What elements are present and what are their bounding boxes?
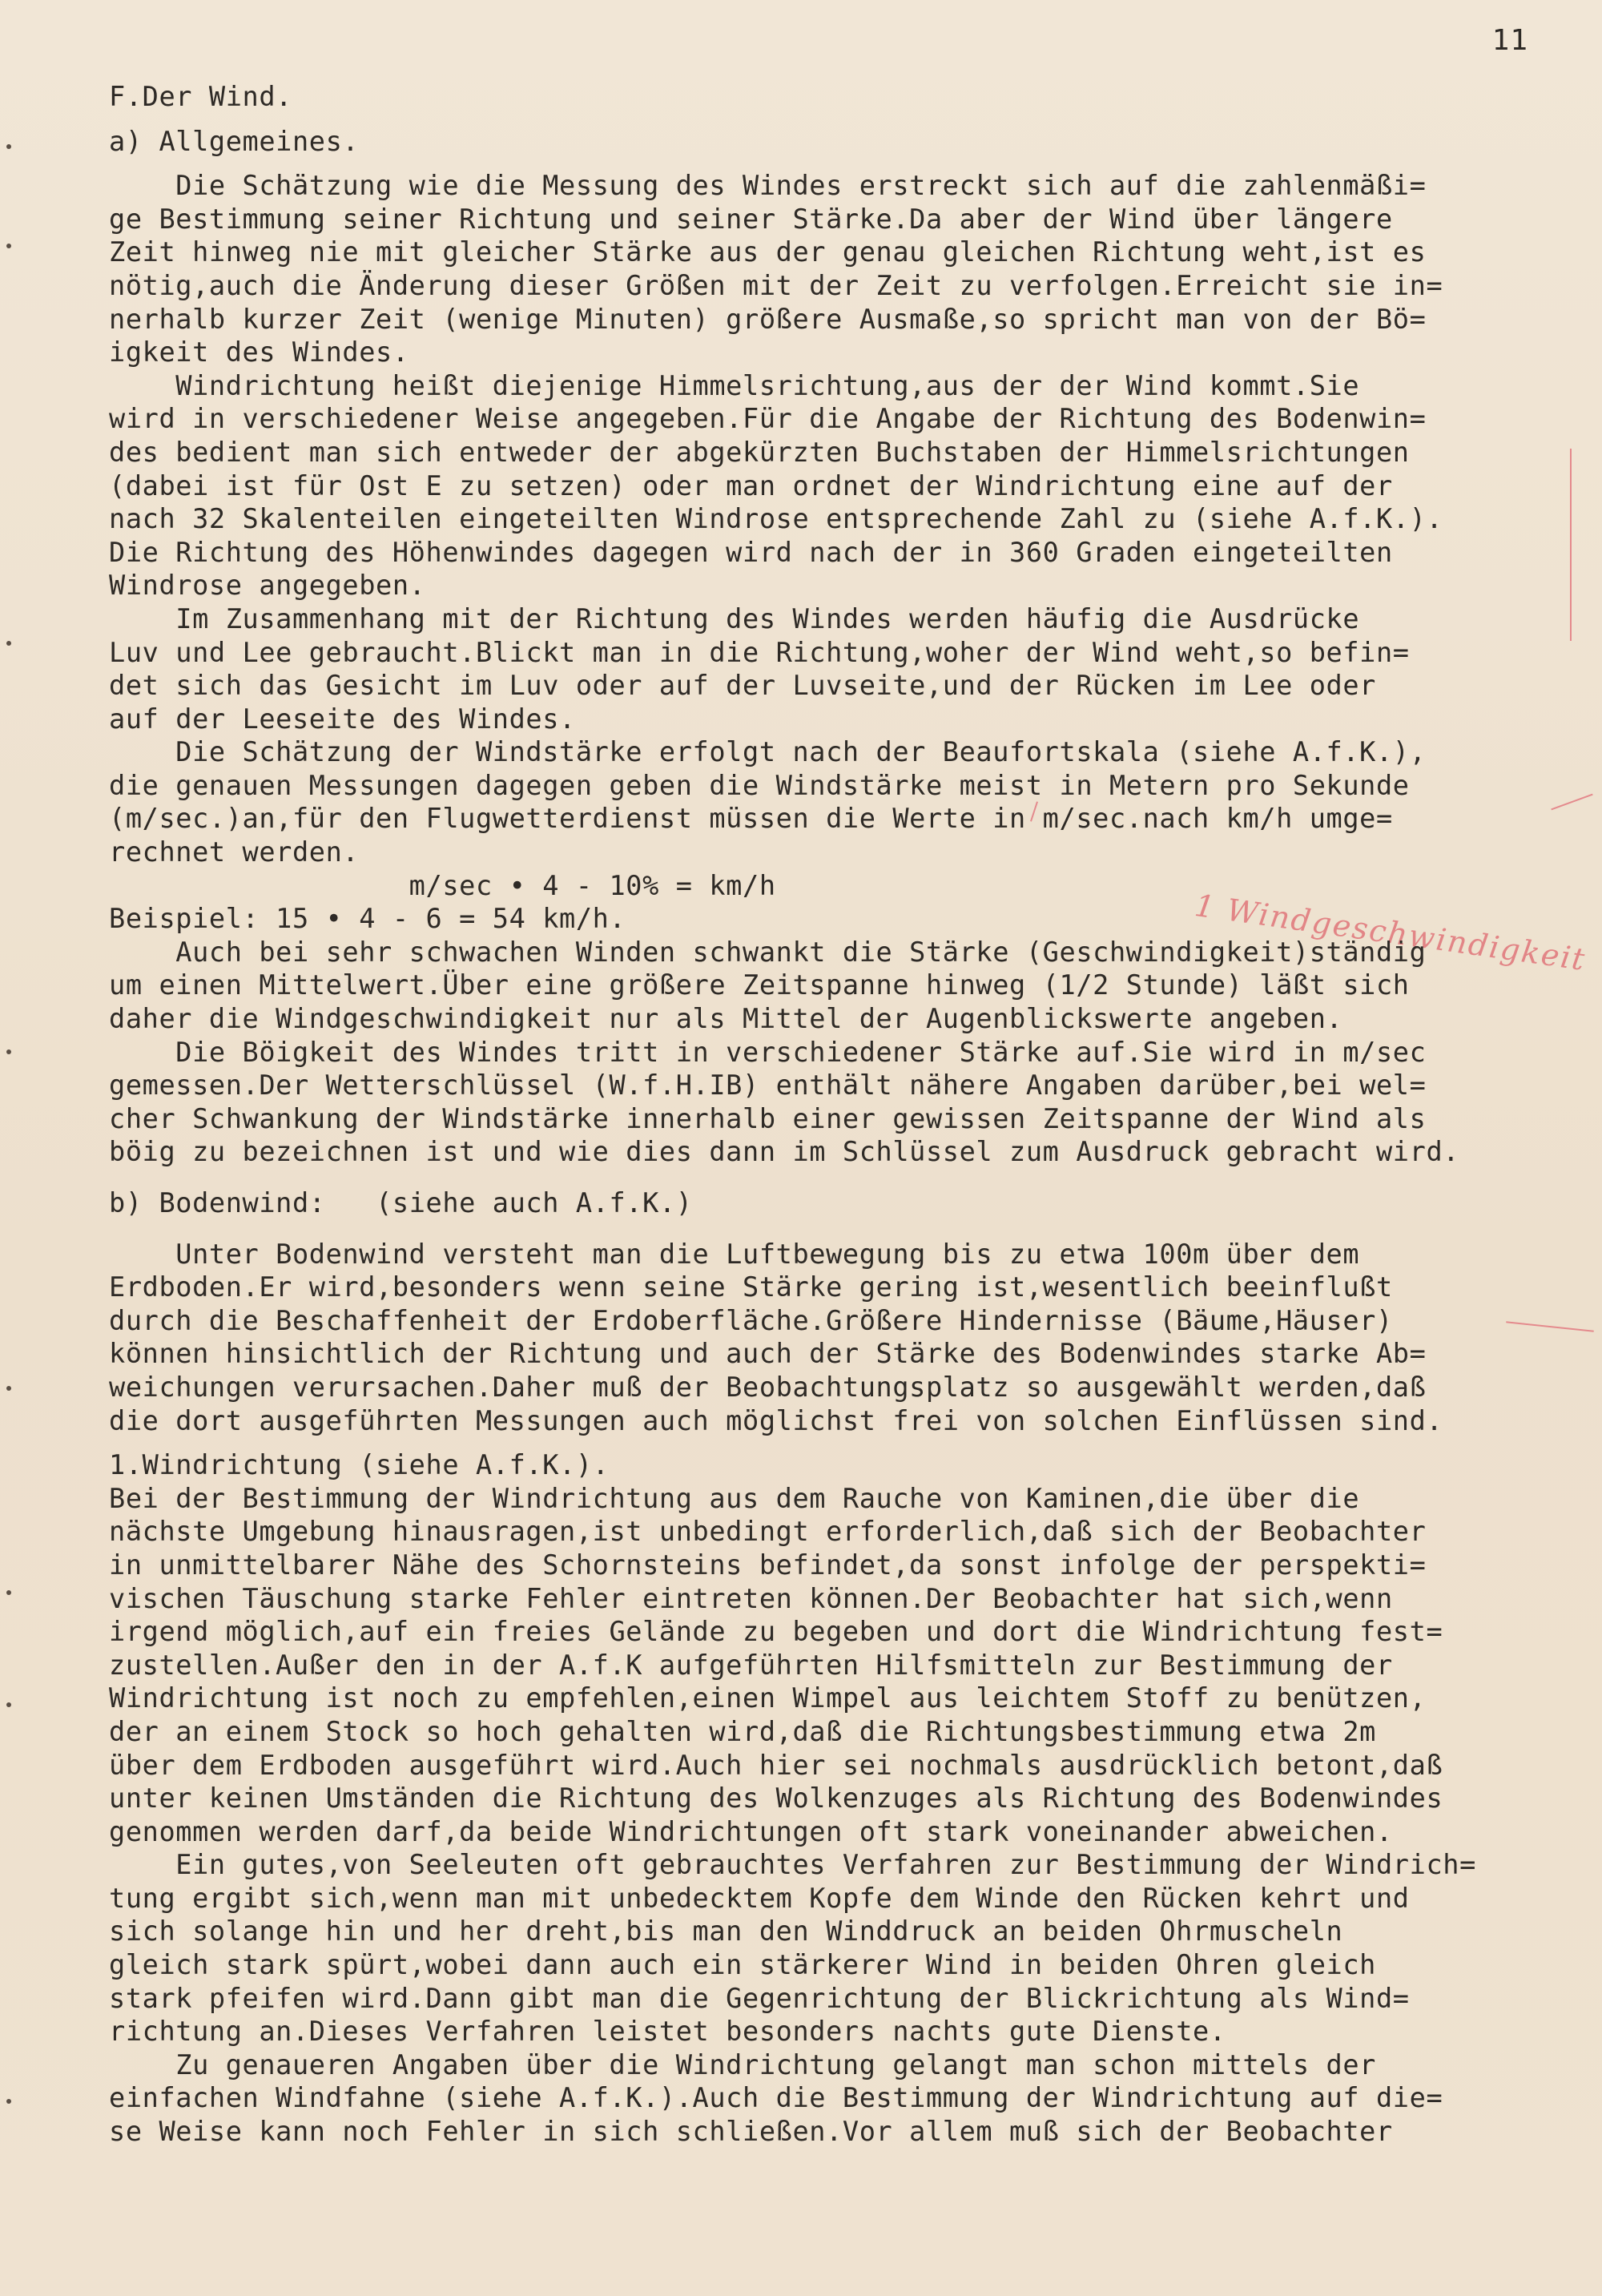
subsection-b-aside: (siehe auch A.f.K.) <box>376 1187 693 1218</box>
text-line: einfachen Windfahne (siehe A.f.K.).Auch die Bestimmung der Windrichtung auf die= <box>109 2082 1443 2114</box>
text-line: Zu genaueren Angaben über die Windrichtung gelangt man schon mittels der <box>109 2048 1376 2080</box>
text-line: Die Schätzung der Windstärke erfolgt nach der Beaufortskala (siehe A.f.K.), <box>109 736 1427 768</box>
text-line: vischen Täuschung starke Fehler eintreten können.Der Beobachter hat sich,wenn <box>109 1582 1393 1614</box>
subsection-1-title: 1.Windrichtung (siehe A.f.K.). <box>109 1449 610 1481</box>
section-a-text <box>109 169 1591 1169</box>
example-line: Beispiel: 15 • 4 - 6 = 54 km/h. <box>109 903 626 935</box>
text-line: nächste Umgebung hinausragen,ist unbedingt erforderlich,daß sich der Beobachter <box>109 1516 1427 1548</box>
section-b-text <box>109 1238 1591 1438</box>
text-line: igkeit des Windes. <box>109 336 409 369</box>
document-body <box>109 80 1591 2149</box>
text-line: genommen werden darf,da beide Windrichtungen oft stark voneinander abweichen. <box>109 1815 1393 1847</box>
section-title: F.Der Wind. <box>109 81 292 112</box>
text-line: der an einem Stock so hoch gehalten wird,daß die Richtungsbestimmung etwa 2m <box>109 1715 1376 1747</box>
text-line: Erdboden.Er wird,besonders wenn seine Stärke gering ist,wesentlich beeinflußt <box>109 1271 1393 1303</box>
text-line: zustellen.Außer den in der A.f.K aufgeführten Hilfsmitteln zur Bestimmung der <box>109 1649 1393 1681</box>
text-line: gemessen.Der Wetterschlüssel (W.f.H.IB) enthält nähere Angaben darüber,bei wel= <box>109 1069 1427 1102</box>
margin-dot <box>6 1386 11 1391</box>
text-line: Windrichtung ist noch zu empfehlen,einen Wimpel aus leichtem Stoff zu benützen, <box>109 1682 1427 1714</box>
text-line: nötig,auch die Änderung dieser Größen mit der Zeit zu verfolgen.Erreicht sie in= <box>109 269 1443 301</box>
text-line: daher die Windgeschwindigkeit nur als Mittel der Augenblickswerte angeben. <box>109 1003 1343 1035</box>
text-line: um einen Mittelwert.Über eine größere Zeitspanne hinweg (1/2 Stunde) läßt sich <box>109 969 1410 1001</box>
text-line: irgend möglich,auf ein freies Gelände zu begeben und dort die Windrichtung fest= <box>109 1616 1443 1648</box>
margin-dot <box>6 1702 11 1707</box>
text-line: können hinsichtlich der Richtung und auch der Stärke des Bodenwindes starke Ab= <box>109 1338 1427 1370</box>
text-line: Bei der Bestimmung der Windrichtung aus dem Rauche von Kaminen,die über die <box>109 1482 1360 1514</box>
formula-line: m/sec • 4 - 10% = km/h <box>109 869 776 901</box>
text-line: Die Böigkeit des Windes tritt in verschiedener Stärke auf.Sie wird in m/sec <box>109 1036 1427 1068</box>
text-line: Auch bei sehr schwachen Winden schwankt die Stärke (Geschwindigkeit)ständig <box>109 936 1427 968</box>
text-line: richtung an.Dieses Verfahren leistet besonders nachts gute Dienste. <box>109 2016 1226 2048</box>
text-line: über dem Erdboden ausgeführt wird.Auch hier sei nochmals ausdrücklich betont,daß <box>109 1749 1443 1781</box>
text-line: nach 32 Skalenteilen eingeteilten Windrose entsprechende Zahl zu (siehe A.f.K.). <box>109 503 1443 535</box>
text-line: rechnet werden. <box>109 836 360 868</box>
text-line: auf der Leeseite des Windes. <box>109 703 576 735</box>
text-line: des bedient man sich entweder der abgekürzten Buchstaben der Himmelsrichtungen <box>109 436 1410 468</box>
margin-dot <box>6 641 11 646</box>
text-line: Unter Bodenwind versteht man die Luftbewegung bis zu etwa 100m über dem <box>109 1238 1360 1270</box>
text-line: Im Zusammenhang mit der Richtung des Windes werden häufig die Ausdrücke <box>109 602 1360 634</box>
text-line: in unmittelbarer Nähe des Schornsteins befindet,da sonst infolge der perspekti= <box>109 1549 1427 1581</box>
text-line: (m/sec.)an,für den Flugwetterdienst müssen die Werte in m/sec.nach km/h umge= <box>109 803 1393 835</box>
text-line: ge Bestimmung seiner Richtung und seiner Stärke.Da aber der Wind über längere <box>109 203 1393 235</box>
subsection-a-title: a) Allgemeines. <box>109 125 360 157</box>
text-line: sich solange hin und her dreht,bis man den Winddruck an beiden Ohrmuscheln <box>109 1915 1343 1948</box>
text-line: Die Richtung des Höhenwindes dagegen wird nach der in 360 Graden eingeteilten <box>109 536 1393 568</box>
text-line: Zeit hinweg nie mit gleicher Stärke aus der genau gleichen Richtung weht,ist es <box>109 236 1427 268</box>
text-line: det sich das Gesicht im Luv oder auf der Luvseite,und der Rücken im Lee oder <box>109 670 1376 702</box>
margin-dot <box>6 144 11 149</box>
handwritten-annotation: 1 Windgeschwindigkeit <box>1192 888 1588 978</box>
text-line: Ein gutes,von Seeleuten oft gebrauchtes Verfahren zur Bestimmung der Windrich= <box>109 1849 1476 1881</box>
text-line: tung ergibt sich,wenn man mit unbedecktem Kopfe dem Winde den Rücken kehrt und <box>109 1882 1410 1914</box>
text-line: Windrose angegeben. <box>109 570 426 602</box>
text-line: stark pfeifen wird.Dann gibt man die Gegenrichtung der Blickrichtung als Wind= <box>109 1982 1410 2014</box>
page-number: 11 <box>1491 24 1528 57</box>
text-line: Windrichtung heißt diejenige Himmelsrichtung,aus der der Wind kommt.Sie <box>109 369 1360 401</box>
subsection-b-title <box>109 1186 1591 1220</box>
margin-dot <box>6 244 11 248</box>
margin-dot <box>6 1049 11 1054</box>
text-line: Luv und Lee gebraucht.Blickt man in die Richtung,woher der Wind weht,so befin= <box>109 636 1410 668</box>
text-line: durch die Beschaffenheit der Erdoberfläche.Größere Hindernisse (Bäume,Häuser) <box>109 1304 1393 1336</box>
text-line: weichungen verursachen.Daher muß der Beobachtungsplatz so ausgewählt werden,daß <box>109 1371 1427 1403</box>
text-line: nerhalb kurzer Zeit (wenige Minuten) größere Ausmaße,so spricht man von der Bö= <box>109 303 1427 335</box>
margin-dot <box>6 2099 11 2104</box>
section-1-text <box>109 1482 1591 2149</box>
text-line: die dort ausgeführten Messungen auch möglichst frei von solchen Einflüssen sind. <box>109 1404 1443 1436</box>
text-line: se Weise kann noch Fehler in sich schließen.Vor allem muß sich der Beobachter <box>109 2116 1393 2148</box>
text-line: (dabei ist für Ost E zu setzen) oder man ordnet der Windrichtung eine auf der <box>109 469 1393 501</box>
text-line: gleich stark spürt,wobei dann auch ein stärkerer Wind in beiden Ohren gleich <box>109 1949 1376 1981</box>
text-line: die genauen Messungen dagegen geben die Windstärke meist in Metern pro Sekunde <box>109 769 1410 801</box>
margin-dot <box>6 1590 11 1595</box>
text-line: Die Schätzung wie die Messung des Windes erstreckt sich auf die zahlenmäßi= <box>109 170 1427 202</box>
text-line: cher Schwankung der Windstärke innerhalb einer gewissen Zeitspanne der Wind als <box>109 1102 1427 1134</box>
subsection-b-label: b) Bodenwind: <box>109 1187 326 1218</box>
text-line: böig zu bezeichnen ist und wie dies dann im Schlüssel zum Ausdruck gebracht wird. <box>109 1136 1460 1168</box>
text-line: wird in verschiedener Weise angegeben.Für die Angabe der Richtung des Bodenwin= <box>109 403 1427 435</box>
text-line: unter keinen Umständen die Richtung des Wolkenzuges als Richtung des Bodenwindes <box>109 1782 1443 1815</box>
